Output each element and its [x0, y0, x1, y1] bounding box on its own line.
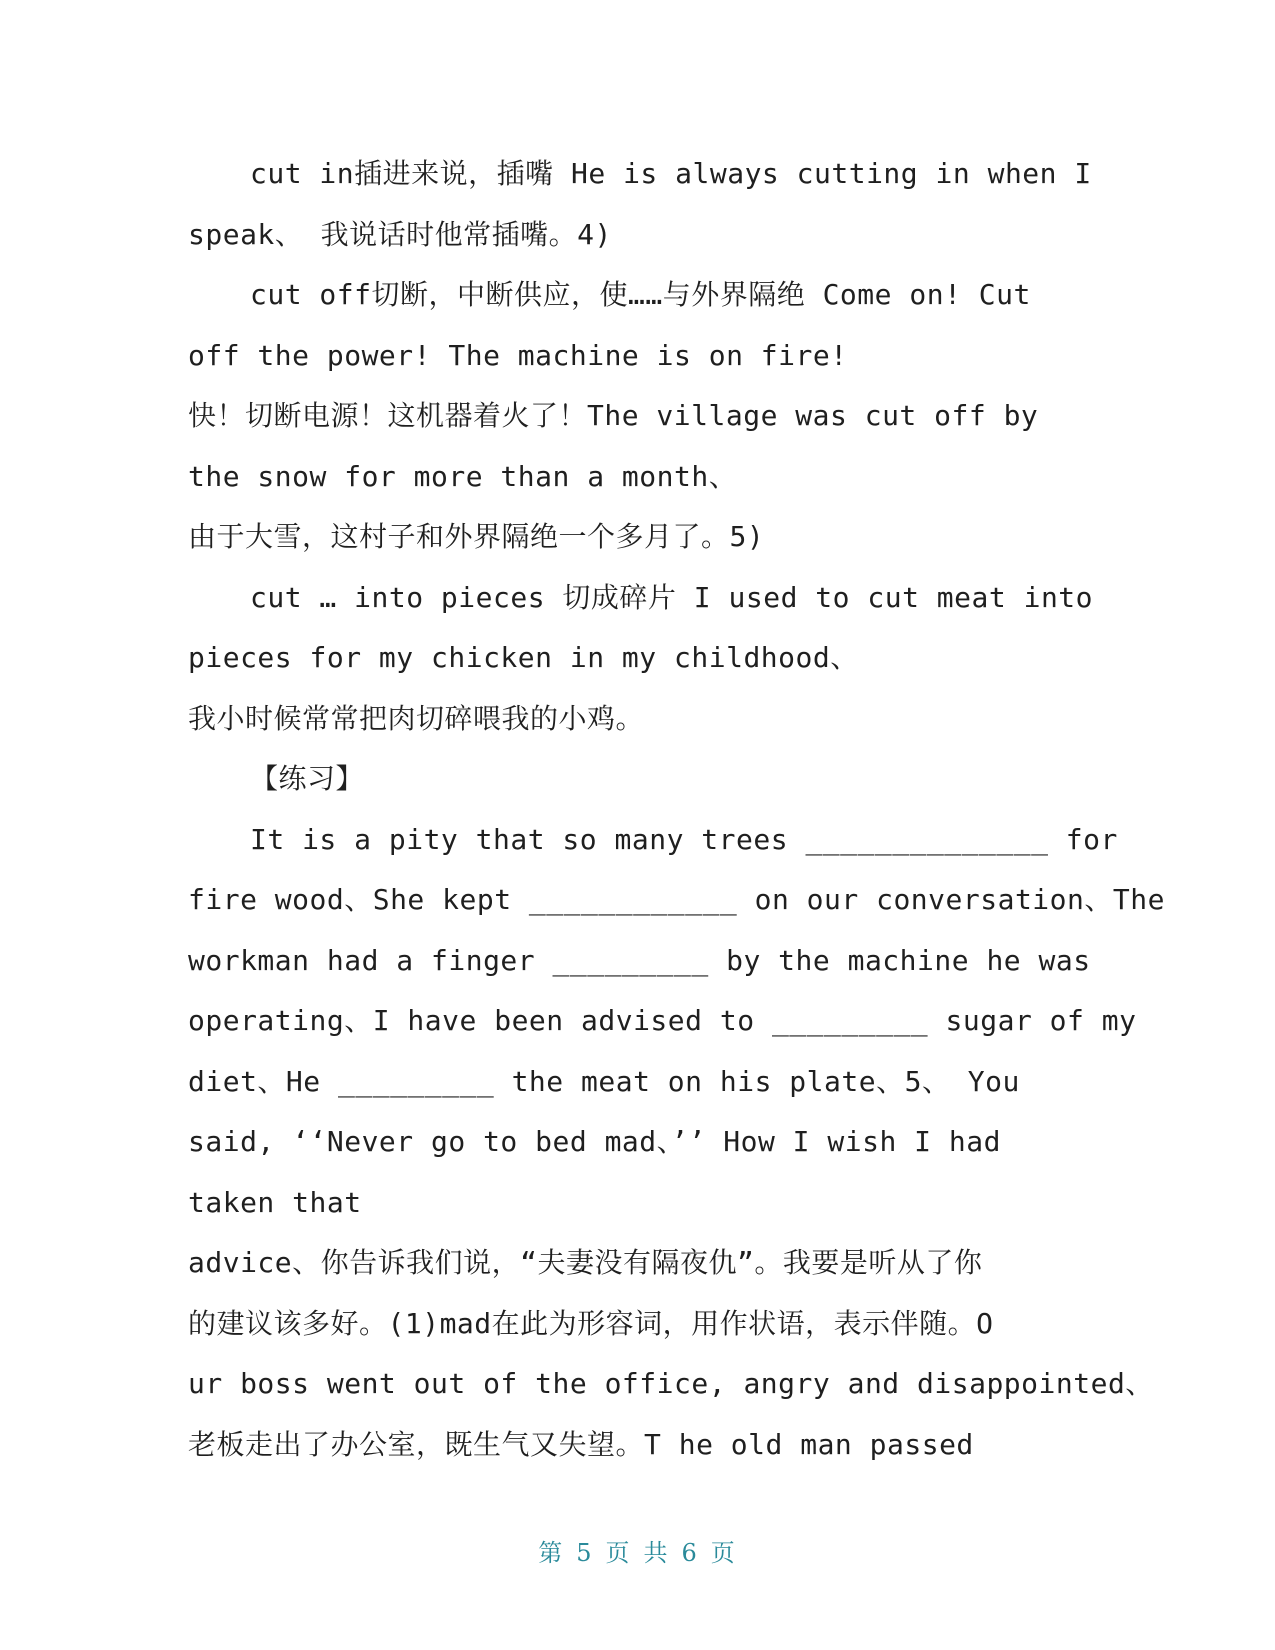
text-line: cut in插进来说，插嘴 He is always cutting in when I [250, 157, 1092, 190]
text-line: pieces for my chicken in my childhood、 [188, 641, 859, 674]
page-footer [0, 1533, 1275, 1568]
text-line: workman had a finger _________ by the machine he was [188, 943, 1091, 977]
text-line: taken that [188, 1185, 362, 1219]
text-line: operating、I have been advised to _________ sugar of my [188, 1004, 1137, 1037]
text-line: 老板走出了办公室，既生气又失望。T he old man passed [188, 1427, 974, 1461]
text-line: 我小时候常常把肉切碎喂我的小鸡。 [188, 701, 645, 735]
footer-prefix: 第 [538, 1539, 565, 1567]
text-line: 快！切断电源！这机器着火了！The village was cut off by [188, 399, 1039, 432]
text-line: diet、He _________ the meat on his plate、5、 You [188, 1064, 1020, 1098]
text-line: cut off切断，中断供应，使……与外界隔绝 Come on! Cut [250, 278, 1031, 311]
footer-total-label: 共 [643, 1539, 670, 1567]
text-line: said, ‘‘Never go to bed mad、’’ How I wish I had [188, 1125, 1001, 1158]
text-line: advice、你告诉我们说，“夫妻没有隔夜仇”。我要是听从了你 [188, 1246, 983, 1279]
text-line: fire wood、She kept ____________ on our conversation、The [188, 883, 1165, 916]
text-line: off the power! The machine is on fire! [188, 338, 848, 372]
footer-page-number: 5 [576, 1539, 594, 1567]
body-text [188, 144, 1165, 1475]
text-line: the snow for more than a month、 [188, 459, 738, 493]
exercise-heading: 【练习】 [250, 762, 365, 795]
text-line: speak、 我说话时他常插嘴。4) [188, 217, 612, 251]
text-line: 的建议该多好。(1)mad在此为形容词，用作状语，表示伴随。O [188, 1306, 994, 1340]
text-line: 由于大雪，这村子和外界隔绝一个多月了。5) [188, 520, 765, 553]
text-line: It is a pity that so many trees ______________ for [250, 822, 1118, 856]
text-line: ur boss went out of the office, angry and disappointed、 [188, 1367, 1154, 1400]
footer-page-label: 页 [605, 1539, 632, 1567]
text-line: cut … into pieces 切成碎片 I used to cut meat into [250, 580, 1094, 614]
footer-total-pages: 6 [681, 1539, 699, 1567]
footer-suffix: 页 [710, 1539, 737, 1567]
